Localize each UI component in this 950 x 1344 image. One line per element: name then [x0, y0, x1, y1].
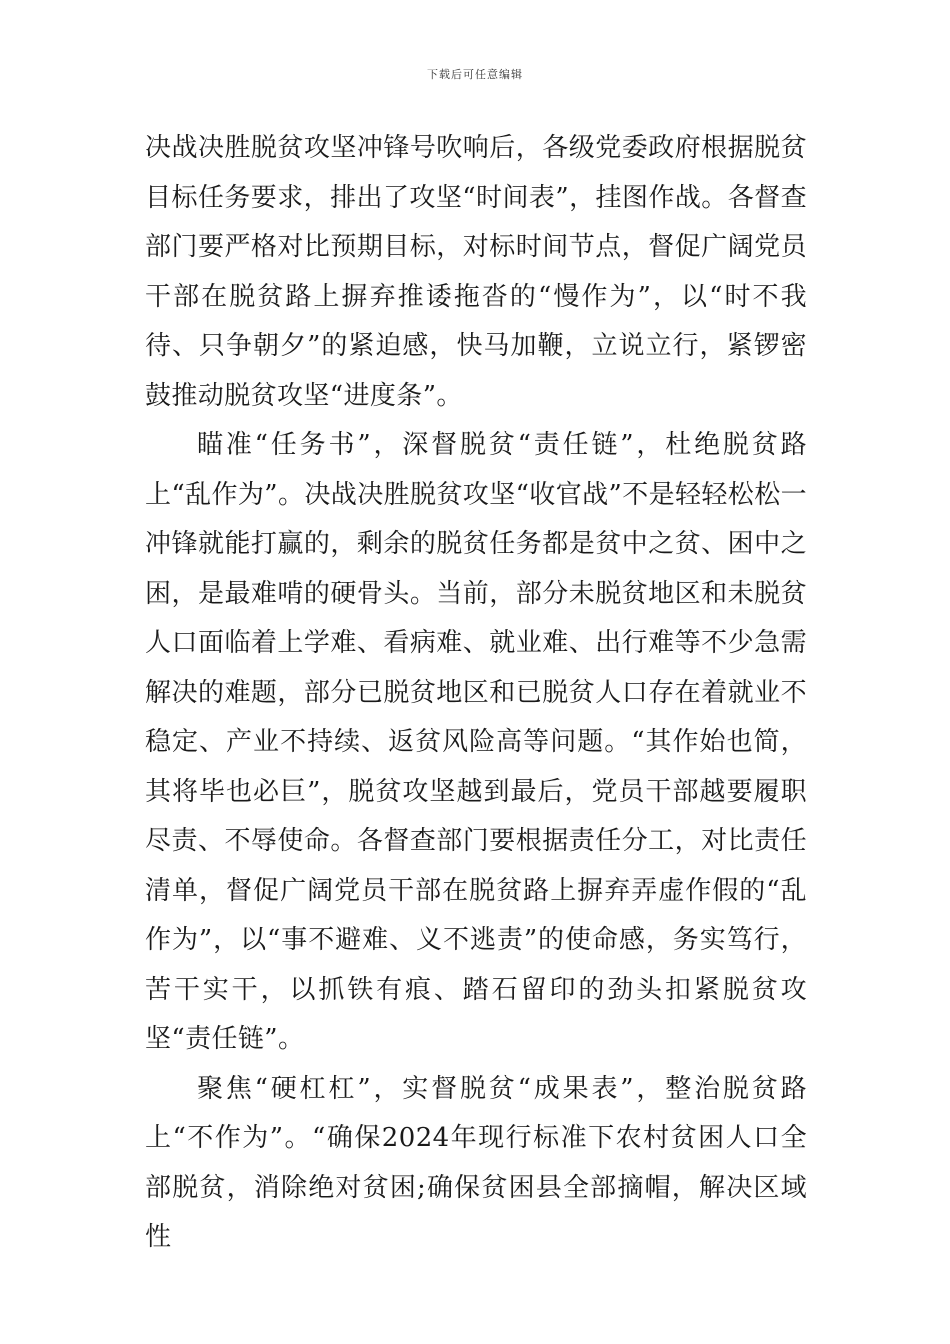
- document-body: [145, 124, 807, 1263]
- paragraph-1: 决战决胜脱贫攻坚冲锋号吹响后，各级党委政府根据脱贫目标任务要求，排出了攻坚“时间表”，挂图作战。各督查部门要严格对比预期目标，对标时间节点，督促广阔党员干部在脱贫路上摒弃推诿拖沓的“慢作为”，以“时不我待、只争朝夕”的紧迫感，快马加鞭，立说立行，紧锣密鼓推动脱贫攻坚“进度条”。: [145, 133, 807, 411]
- paragraph-2: 瞄准“任务书”，深督脱贫“责任链”，杜绝脱贫路上“乱作为”。决战决胜脱贫攻坚“收官战”不是轻轻松松一冲锋就能打赢的，剩余的脱贫任务都是贫中之贫、困中之困，是最难啃的硬骨头。当前，部分未脱贫地区和未脱贫人口面临着上学难、看病难、就业难、出行难等不少急需解决的难题，部分已脱贫地区和已脱贫人口存在着就业不稳定、产业不持续、返贫风险高等问题。“其作始也简，其将毕也必巨”，脱贫攻坚越到最后，党员干部越要履职尽责、不辱使命。各督查部门要根据责任分工，对比责任清单，督促广阔党员干部在脱贫路上摒弃弄虚作假的“乱作为”，以“事不避难、义不逃责”的使命感，务实笃行，苦干实干，以抓铁有痕、踏石留印的劲头扣紧脱贫攻坚“责任链”。: [145, 430, 807, 1054]
- paragraph-3: 聚焦“硬杠杠”，实督脱贫“成果表”，整治脱贫路上“不作为”。“确保2024年现行标准下农村贫困人口全部脱贫，消除绝对贫困;确保贫困县全部摘帽，解决区域性: [145, 1073, 807, 1252]
- page-header: 下载后可任意编辑: [427, 68, 523, 81]
